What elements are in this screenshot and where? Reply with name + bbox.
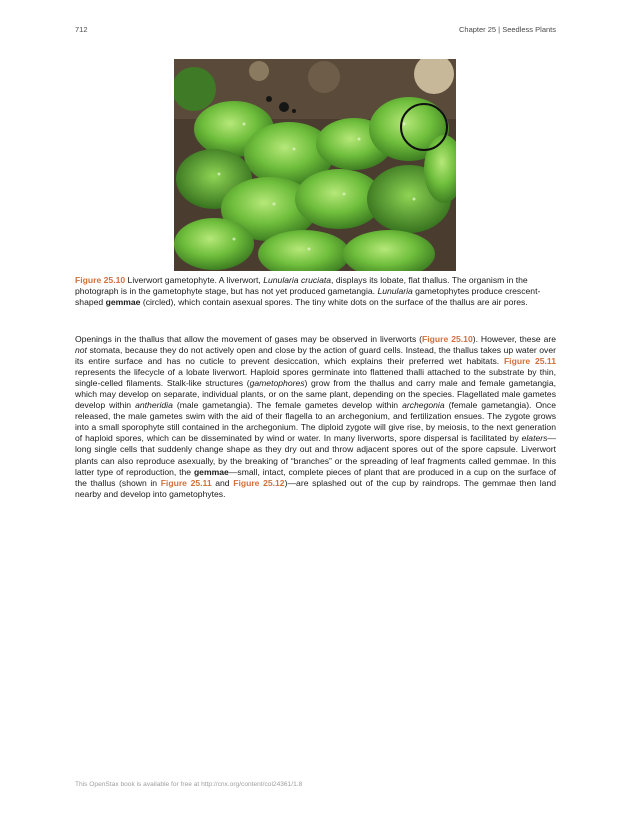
figure-link-25-12[interactable]: Figure 25.12	[233, 477, 285, 488]
black-dot	[279, 102, 289, 112]
figure-label: Figure 25.10	[75, 275, 126, 285]
species-name: Lunularia cruciata	[263, 275, 332, 285]
genus-name: Lunularia	[377, 285, 413, 296]
figure-link-25-10[interactable]: Figure 25.10	[422, 334, 473, 344]
figure-link-25-11-b[interactable]: Figure 25.11	[160, 477, 212, 488]
term-gemmae: gemmae	[105, 296, 141, 307]
liverwort-photo	[174, 59, 456, 271]
moss-patch	[174, 67, 216, 111]
body-paragraph: Openings in the thallus that allow the movement of gases may be observed in liverworts (Figure 25.10). However, these are not stomata, because they do not actively open and close by the action of guard cells. Instead, the thallus takes up water over its entire surface and has no cuticle to prevent desiccation, which explains their preferred wet habitats. Figure 25.11 represents the lifecycle of a lobate liverwort. Haploid spores germinate into flattened thalli attached to the substrate by thin, single-celled filaments. Stalk-like structures (gametophores) grow from the thallus and carry male and female gametangia, which may develop on separate, individual plants, or on the same plant, depending on the species. Flagellated male gametes develop within antheridia (male gametangia). The female gametes develop within archegonia (female gametangia). Once released, the male gametes swim with the aid of their flagella to an archegonium, and fertilization ensues. The zygote grows into a small sporophyte still contained in the archegonium. The diploid zygote will give rise, by meiosis, to the next generation of haploid spores, which can be disseminated by wind or water. In many liverworts, spore dispersal is facilitated by elaters—long single cells that suddenly change shape as they dry out and throw adjacent spores out of the spore capsule. Liverwort plants can also reproduce asexually, by the breaking of “branches” or the spreading of leaf fragments called gemmae. In this latter type of reproduction, the gemmae—small, intact, complete pieces of plant that are produced in a cup on the surface of the thallus (shown in Figure 25.11 and Figure 25.12)—are splashed out of the cup by raindrops. The gemmae then land nearby and develop into gametophytes.	[75, 334, 557, 499]
footer-note: This OpenStax book is available for free at http://cnx.org/content/col24361/1.8	[75, 781, 303, 788]
figure-caption: Figure 25.10 Liverwort gametophyte. A liverwort, Lunularia cruciata, displays its lobate, flat thallus. The organism in the photograph is in the gametophyte stage, but has not yet produced gametangia. Lunularia gametophytes produce crescent-shaped gemmae (circled), which contain asexual spores. The tiny white dots on the surface of the thallus are air pores.	[75, 275, 541, 307]
chapter-title: Chapter 25 | Seedless Plants	[458, 25, 556, 34]
page-number: 712	[75, 25, 88, 34]
figure-link-25-11[interactable]: Figure 25.11	[503, 356, 557, 367]
